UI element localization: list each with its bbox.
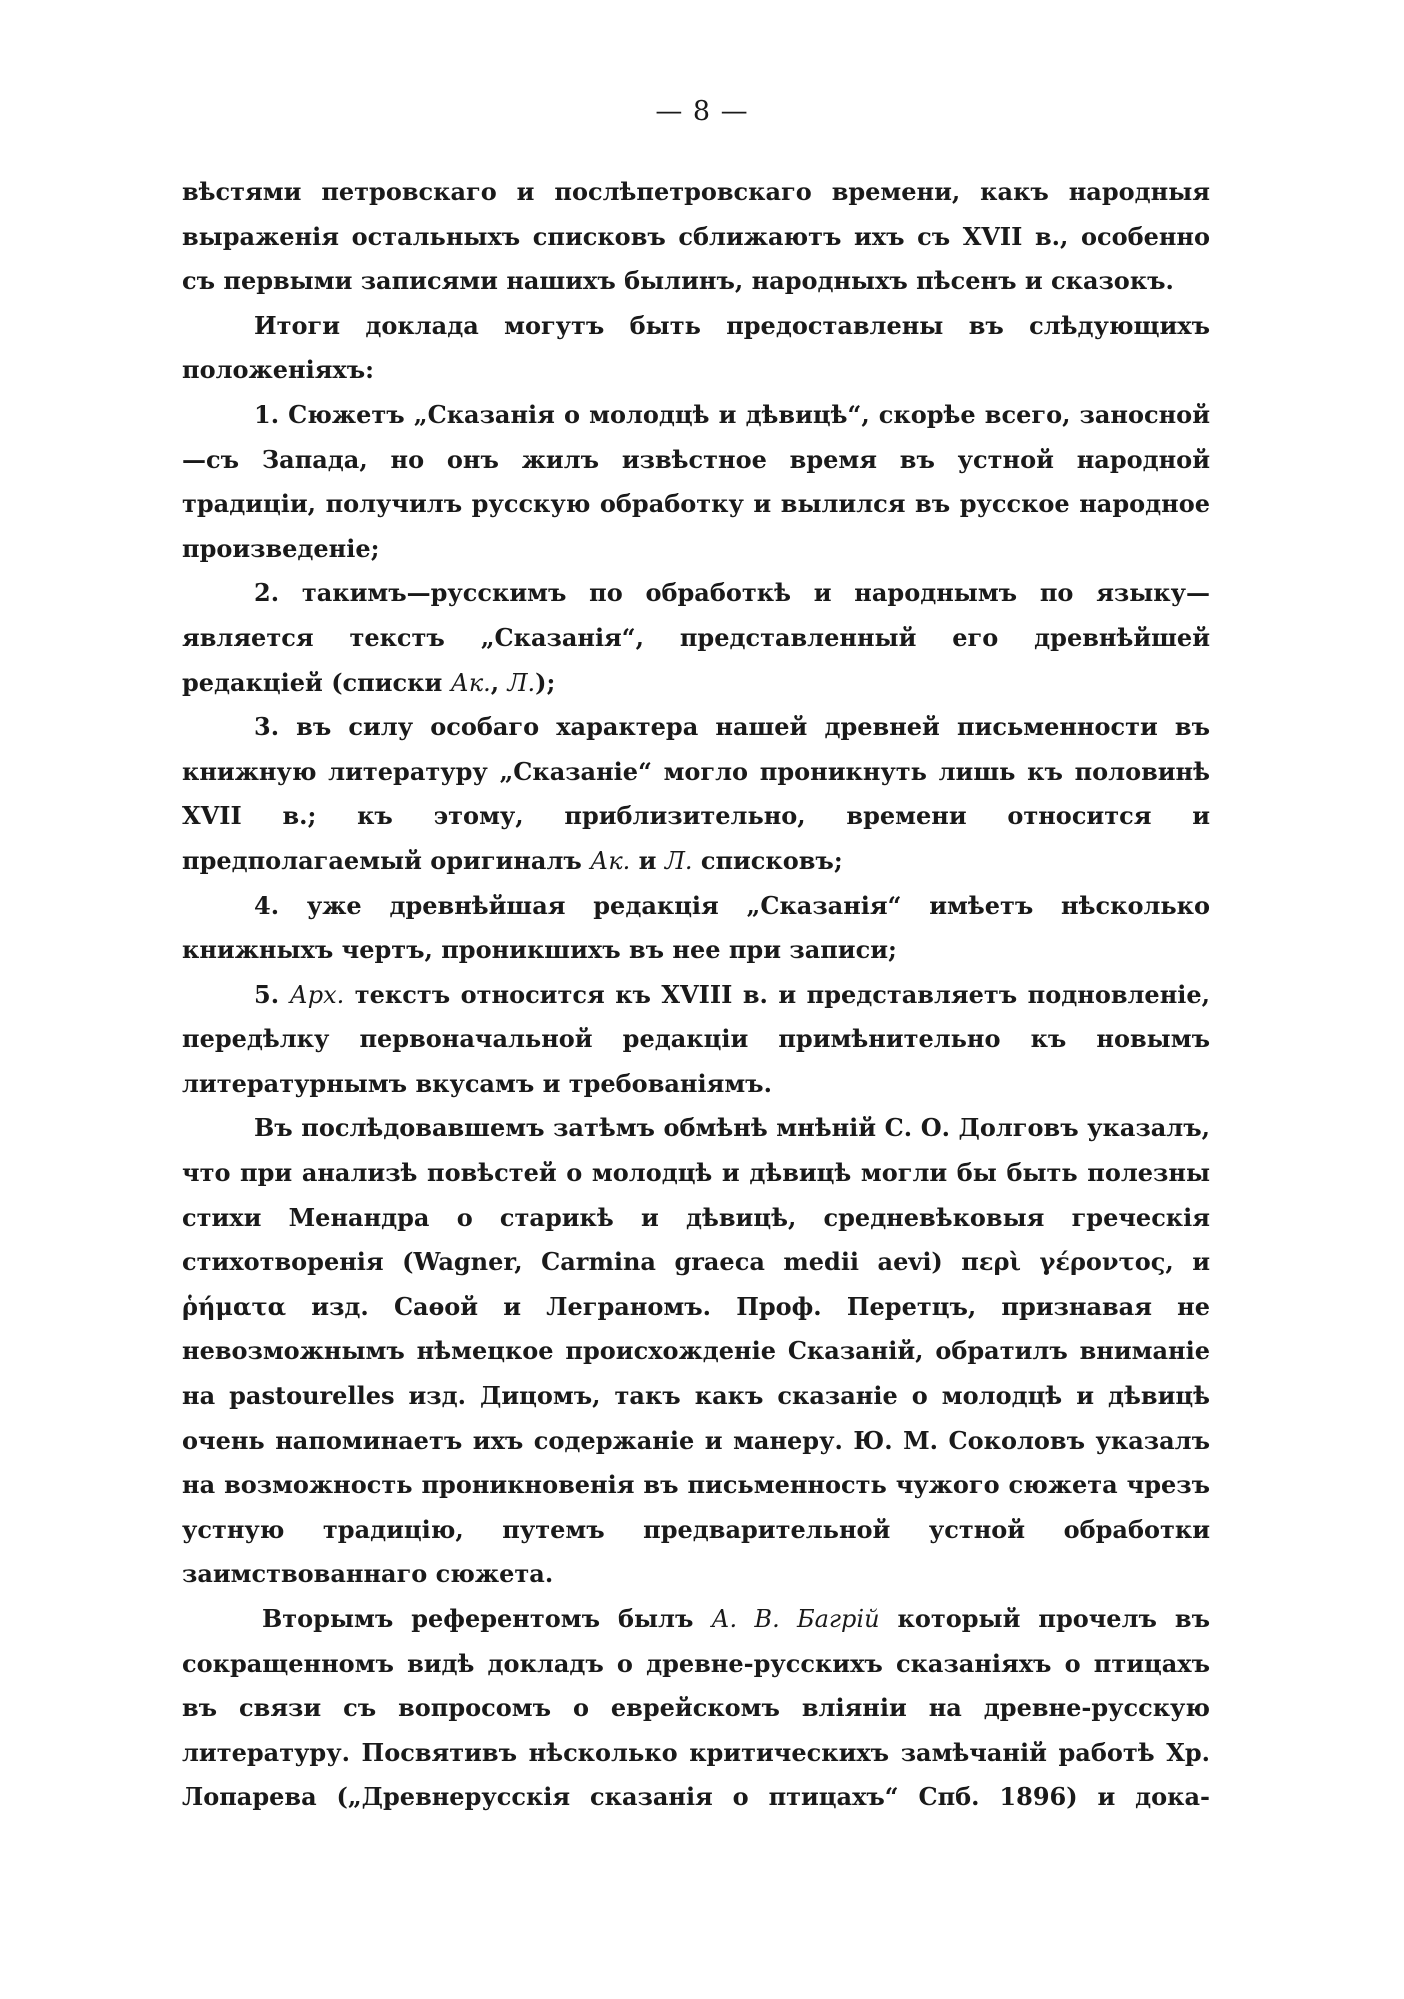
- paragraph-discussion: Въ послѣдовавшемъ затѣмъ обмѣнѣ мнѣній С. О. Долговъ указалъ, что при анализѣ повѣстей о молодцѣ и дѣвицѣ могли бы быть полезны стихи Менандра о старикѣ и дѣвицѣ, средневѣковыя греческія стихотворенія (Wagner, Carmina graeca medii aevi) περὶ γέροντος, и ῥήματα изд. Саѳой и Леграномъ. Проф. Перетцъ, признавая не невозможнымъ нѣмецкое происхожденіе Сказаній, обратилъ вниманіе на pastourelles изд. Дицомъ, такъ какъ сказаніе о молодцѣ и дѣвицѣ очень напоминаетъ ихъ содержаніе и манеру. Ю. М. Соколовъ указалъ на возможность проникновенія въ письменность чужого сюжета чрезъ устную традицію, путемъ предварительной устной обработки заимствованнаго сюжета.: [182, 1113, 1210, 1589]
- second-referent-name: А. В. Багрій: [711, 1605, 880, 1633]
- body-text: [182, 170, 1210, 1820]
- page-number: — 8 —: [655, 96, 749, 127]
- item-3-text-middle: и: [630, 845, 665, 875]
- item-2-abbrev-l: Л.: [507, 668, 536, 697]
- conclusion-item-5: [182, 973, 1210, 1107]
- conclusion-item-1: 1. Сюжетъ „Сказанія о молодцѣ и дѣвицѣ“, скорѣе всего, заносной—съ Запада, но онъ жилъ извѣстное время въ устной народной традиціи, получилъ русскую обработку и вылился въ русское народное произведеніе;: [182, 399, 1210, 563]
- paragraph-continuation: вѣстями петровскаго и послѣпетровскаго времени, какъ народныя выраженія остальныхъ списковъ сближаютъ ихъ съ XVII в., особенно съ первыми записями нашихъ былинъ, народныхъ пѣсенъ и сказокъ.: [182, 177, 1210, 296]
- item-2-text-after: );: [535, 667, 556, 697]
- item-3-text-before: 3. въ силу особаго характера нашей древней письменности въ книжную литературу „Сказаніе“ могло проникнуть лишь къ половинѣ XVII в.; къ этому, приблизительно, времени относится и предполагаемый оригиналъ: [182, 712, 1210, 875]
- item-3-abbrev-ak: Ак.: [590, 846, 631, 875]
- item-3-abbrev-l: Л.: [664, 846, 693, 875]
- paragraph-summary-intro: Итоги доклада могутъ быть предоставлены въ слѣдующихъ положеніяхъ:: [182, 310, 1210, 385]
- item-5-abbrev-arkh: Арх.: [289, 980, 345, 1009]
- item-5-text-before: 5.: [254, 979, 290, 1009]
- item-5-text-after: текстъ относится къ XVIII в. и представляетъ подновленіе, передѣлку первоначальной редакціи примѣнительно къ новымъ литературнымъ вкусамъ и требованіямъ.: [182, 979, 1210, 1098]
- item-2-abbrev-ak: Ак.: [450, 668, 491, 697]
- item-2-text-before: 2. такимъ—русскимъ по обработкѣ и народнымъ по языку—является текстъ „Сказанія“, представленный его древнѣйшей редакціей (списки: [182, 578, 1210, 697]
- second-referent-text-after: который прочелъ въ сокращенномъ видѣ докладъ о древне-русскихъ сказаніяхъ о птицахъ въ связи съ вопросомъ о еврейскомъ вліяніи на древне-русскую литературу. Посвятивъ нѣсколько критическихъ замѣчаній работѣ Хр. Лопарева („Древнерусскія сказанія о птицахъ“ Спб. 1896) и дока-: [182, 1604, 1210, 1812]
- second-referent-text-before: Вторымъ референтомъ былъ: [262, 1604, 712, 1633]
- conclusion-item-3: [182, 705, 1210, 883]
- conclusion-item-2: [182, 571, 1210, 705]
- conclusion-item-4: 4. уже древнѣйшая редакція „Сказанія“ имѣетъ нѣсколько книжныхъ чертъ, проникшихъ въ нее при записи;: [182, 890, 1210, 965]
- paragraph-second-referent: [182, 1597, 1210, 1820]
- item-2-text-middle: ,: [490, 667, 508, 697]
- item-3-text-after: списковъ;: [692, 845, 843, 875]
